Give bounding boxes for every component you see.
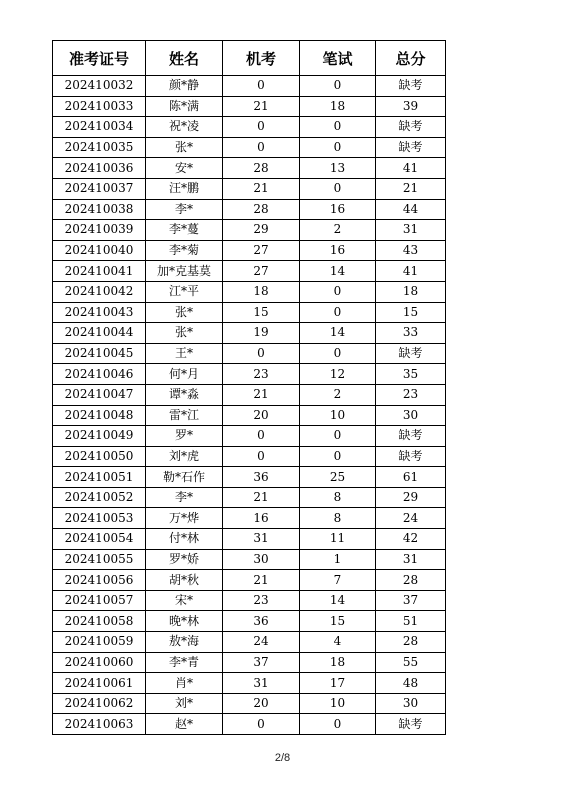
cell-computer-score: 0 <box>223 714 300 735</box>
cell-total-score: 24 <box>376 508 446 529</box>
cell-total-score: 15 <box>376 302 446 323</box>
cell-total-score: 缺考 <box>376 137 446 158</box>
cell-exam-id: 202410051 <box>53 467 146 488</box>
cell-written-score: 0 <box>300 302 376 323</box>
cell-total-score: 42 <box>376 529 446 550</box>
cell-written-score: 14 <box>300 261 376 282</box>
cell-computer-score: 27 <box>223 261 300 282</box>
cell-written-score: 0 <box>300 76 376 97</box>
cell-total-score: 30 <box>376 693 446 714</box>
cell-exam-id: 202410035 <box>53 137 146 158</box>
cell-computer-score: 0 <box>223 137 300 158</box>
cell-name: 罗*娇 <box>146 549 223 570</box>
cell-exam-id: 202410039 <box>53 220 146 241</box>
cell-computer-score: 0 <box>223 76 300 97</box>
cell-exam-id: 202410032 <box>53 76 146 97</box>
cell-exam-id: 202410063 <box>53 714 146 735</box>
cell-total-score: 28 <box>376 632 446 653</box>
cell-total-score: 缺考 <box>376 426 446 447</box>
cell-total-score: 35 <box>376 364 446 385</box>
cell-computer-score: 36 <box>223 611 300 632</box>
cell-computer-score: 0 <box>223 426 300 447</box>
cell-computer-score: 0 <box>223 343 300 364</box>
cell-written-score: 0 <box>300 446 376 467</box>
score-sheet <box>52 40 445 735</box>
cell-computer-score: 27 <box>223 240 300 261</box>
table-row <box>53 487 446 508</box>
cell-computer-score: 21 <box>223 178 300 199</box>
cell-total-score: 21 <box>376 178 446 199</box>
cell-computer-score: 18 <box>223 281 300 302</box>
page-indicator: 2/8 <box>274 752 291 764</box>
cell-computer-score: 21 <box>223 384 300 405</box>
cell-written-score: 8 <box>300 508 376 529</box>
cell-total-score: 28 <box>376 570 446 591</box>
cell-name: 陈*满 <box>146 96 223 117</box>
cell-exam-id: 202410048 <box>53 405 146 426</box>
cell-total-score: 缺考 <box>376 76 446 97</box>
cell-exam-id: 202410057 <box>53 590 146 611</box>
cell-computer-score: 29 <box>223 220 300 241</box>
cell-name: 万*烨 <box>146 508 223 529</box>
cell-computer-score: 37 <box>223 652 300 673</box>
cell-total-score: 61 <box>376 467 446 488</box>
table-row <box>53 632 446 653</box>
cell-name: 敖*海 <box>146 632 223 653</box>
table-row <box>53 611 446 632</box>
cell-written-score: 17 <box>300 673 376 694</box>
cell-total-score: 41 <box>376 158 446 179</box>
cell-computer-score: 0 <box>223 117 300 138</box>
table-row <box>53 323 446 344</box>
header-computer-test: 机考 <box>223 41 300 76</box>
cell-written-score: 25 <box>300 467 376 488</box>
table-row <box>53 96 446 117</box>
cell-total-score: 缺考 <box>376 117 446 138</box>
cell-exam-id: 202410056 <box>53 570 146 591</box>
table-row <box>53 220 446 241</box>
cell-total-score: 29 <box>376 487 446 508</box>
cell-computer-score: 31 <box>223 529 300 550</box>
cell-exam-id: 202410038 <box>53 199 146 220</box>
cell-name: 付*林 <box>146 529 223 550</box>
cell-total-score: 缺考 <box>376 714 446 735</box>
cell-written-score: 4 <box>300 632 376 653</box>
cell-total-score: 23 <box>376 384 446 405</box>
score-table <box>52 40 446 735</box>
cell-total-score: 43 <box>376 240 446 261</box>
cell-name: 李*蔓 <box>146 220 223 241</box>
cell-computer-score: 19 <box>223 323 300 344</box>
cell-total-score: 55 <box>376 652 446 673</box>
cell-name: 罗* <box>146 426 223 447</box>
table-row <box>53 652 446 673</box>
cell-name: 张* <box>146 137 223 158</box>
cell-name: 刘* <box>146 693 223 714</box>
cell-computer-score: 16 <box>223 508 300 529</box>
cell-name: 李*青 <box>146 652 223 673</box>
cell-written-score: 18 <box>300 96 376 117</box>
cell-exam-id: 202410034 <box>53 117 146 138</box>
cell-total-score: 30 <box>376 405 446 426</box>
table-row <box>53 158 446 179</box>
cell-computer-score: 23 <box>223 364 300 385</box>
cell-exam-id: 202410042 <box>53 281 146 302</box>
cell-total-score: 31 <box>376 549 446 570</box>
cell-written-score: 10 <box>300 693 376 714</box>
cell-name: 李* <box>146 199 223 220</box>
cell-total-score: 缺考 <box>376 343 446 364</box>
cell-written-score: 10 <box>300 405 376 426</box>
table-row <box>53 508 446 529</box>
cell-computer-score: 31 <box>223 673 300 694</box>
cell-written-score: 2 <box>300 384 376 405</box>
table-row <box>53 529 446 550</box>
cell-written-score: 0 <box>300 714 376 735</box>
cell-exam-id: 202410062 <box>53 693 146 714</box>
cell-computer-score: 23 <box>223 590 300 611</box>
cell-exam-id: 202410033 <box>53 96 146 117</box>
cell-written-score: 0 <box>300 343 376 364</box>
table-row <box>53 467 446 488</box>
table-row <box>53 178 446 199</box>
cell-exam-id: 202410060 <box>53 652 146 673</box>
cell-exam-id: 202410045 <box>53 343 146 364</box>
cell-written-score: 11 <box>300 529 376 550</box>
cell-total-score: 39 <box>376 96 446 117</box>
cell-exam-id: 202410054 <box>53 529 146 550</box>
cell-total-score: 31 <box>376 220 446 241</box>
cell-name: 勒*石作 <box>146 467 223 488</box>
cell-written-score: 16 <box>300 240 376 261</box>
cell-exam-id: 202410046 <box>53 364 146 385</box>
cell-exam-id: 202410061 <box>53 673 146 694</box>
header-written-test: 笔试 <box>300 41 376 76</box>
cell-written-score: 15 <box>300 611 376 632</box>
table-row <box>53 281 446 302</box>
cell-exam-id: 202410059 <box>53 632 146 653</box>
cell-total-score: 缺考 <box>376 446 446 467</box>
cell-name: 安* <box>146 158 223 179</box>
table-row <box>53 302 446 323</box>
cell-name: 肖* <box>146 673 223 694</box>
table-row <box>53 570 446 591</box>
cell-exam-id: 202410040 <box>53 240 146 261</box>
cell-exam-id: 202410041 <box>53 261 146 282</box>
cell-exam-id: 202410050 <box>53 446 146 467</box>
cell-total-score: 33 <box>376 323 446 344</box>
cell-name: 何*月 <box>146 364 223 385</box>
cell-name: 宋* <box>146 590 223 611</box>
table-row <box>53 673 446 694</box>
cell-computer-score: 21 <box>223 96 300 117</box>
header-name: 姓名 <box>146 41 223 76</box>
table-row <box>53 76 446 97</box>
cell-exam-id: 202410044 <box>53 323 146 344</box>
cell-written-score: 2 <box>300 220 376 241</box>
cell-total-score: 48 <box>376 673 446 694</box>
cell-written-score: 0 <box>300 426 376 447</box>
cell-name: 江*平 <box>146 281 223 302</box>
cell-written-score: 18 <box>300 652 376 673</box>
cell-name: 祝*凌 <box>146 117 223 138</box>
table-row <box>53 714 446 735</box>
cell-name: 李* <box>146 487 223 508</box>
cell-name: 晚*林 <box>146 611 223 632</box>
cell-computer-score: 28 <box>223 158 300 179</box>
cell-exam-id: 202410037 <box>53 178 146 199</box>
cell-computer-score: 28 <box>223 199 300 220</box>
cell-written-score: 0 <box>300 137 376 158</box>
cell-name: 张* <box>146 302 223 323</box>
cell-exam-id: 202410052 <box>53 487 146 508</box>
table-row <box>53 446 446 467</box>
table-row <box>53 549 446 570</box>
header-total-score: 总分 <box>376 41 446 76</box>
cell-written-score: 16 <box>300 199 376 220</box>
cell-written-score: 14 <box>300 590 376 611</box>
table-row <box>53 590 446 611</box>
cell-exam-id: 202410053 <box>53 508 146 529</box>
cell-written-score: 8 <box>300 487 376 508</box>
table-row <box>53 240 446 261</box>
cell-written-score: 0 <box>300 178 376 199</box>
cell-name: 雷*江 <box>146 405 223 426</box>
cell-written-score: 14 <box>300 323 376 344</box>
cell-written-score: 13 <box>300 158 376 179</box>
cell-total-score: 18 <box>376 281 446 302</box>
cell-exam-id: 202410036 <box>53 158 146 179</box>
table-row <box>53 364 446 385</box>
cell-exam-id: 202410058 <box>53 611 146 632</box>
table-row <box>53 261 446 282</box>
table-body <box>53 76 446 735</box>
cell-total-score: 37 <box>376 590 446 611</box>
cell-written-score: 7 <box>300 570 376 591</box>
cell-exam-id: 202410049 <box>53 426 146 447</box>
header-exam-id: 准考证号 <box>53 41 146 76</box>
cell-total-score: 44 <box>376 199 446 220</box>
table-row <box>53 199 446 220</box>
table-row <box>53 405 446 426</box>
cell-name: 加*克基莫 <box>146 261 223 282</box>
table-header-row <box>53 41 446 76</box>
table-row <box>53 426 446 447</box>
cell-name: 刘*虎 <box>146 446 223 467</box>
cell-computer-score: 20 <box>223 405 300 426</box>
cell-computer-score: 21 <box>223 570 300 591</box>
cell-name: 赵* <box>146 714 223 735</box>
cell-name: 李*菊 <box>146 240 223 261</box>
table-row <box>53 117 446 138</box>
cell-computer-score: 20 <box>223 693 300 714</box>
cell-computer-score: 0 <box>223 446 300 467</box>
cell-exam-id: 202410047 <box>53 384 146 405</box>
cell-computer-score: 30 <box>223 549 300 570</box>
cell-written-score: 12 <box>300 364 376 385</box>
cell-computer-score: 21 <box>223 487 300 508</box>
cell-exam-id: 202410043 <box>53 302 146 323</box>
cell-exam-id: 202410055 <box>53 549 146 570</box>
cell-name: 张* <box>146 323 223 344</box>
cell-computer-score: 36 <box>223 467 300 488</box>
cell-name: 颜*静 <box>146 76 223 97</box>
cell-written-score: 0 <box>300 281 376 302</box>
cell-total-score: 51 <box>376 611 446 632</box>
table-row <box>53 137 446 158</box>
cell-computer-score: 24 <box>223 632 300 653</box>
cell-computer-score: 15 <box>223 302 300 323</box>
cell-written-score: 0 <box>300 117 376 138</box>
table-row <box>53 343 446 364</box>
cell-name: 王* <box>146 343 223 364</box>
cell-name: 胡*秋 <box>146 570 223 591</box>
table-row <box>53 693 446 714</box>
cell-written-score: 1 <box>300 549 376 570</box>
table-row <box>53 384 446 405</box>
cell-total-score: 41 <box>376 261 446 282</box>
cell-name: 谭*淼 <box>146 384 223 405</box>
cell-name: 汪*鹏 <box>146 178 223 199</box>
